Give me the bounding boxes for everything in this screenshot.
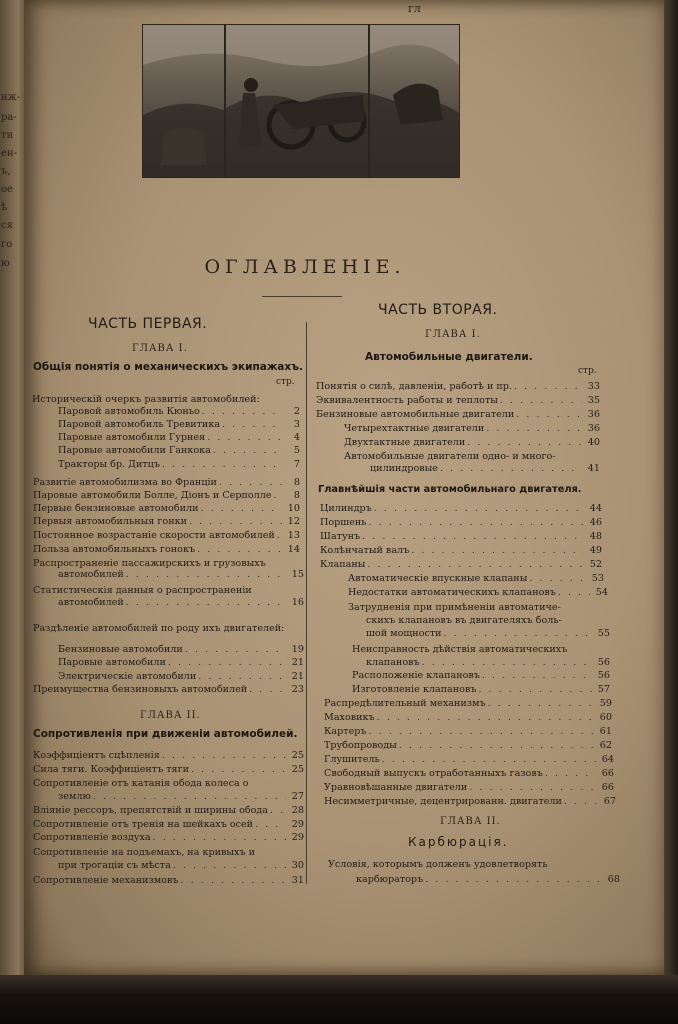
bottom-edge <box>0 975 678 1024</box>
part-one-heading: ЧАСТЬ ПЕРВАЯ. <box>88 316 208 332</box>
toc-entry[interactable]: Недостатки автоматическихъ клапановъ . . . 54 <box>348 586 608 599</box>
toc-entry[interactable]: Паровые автомобили . . . 21 <box>58 656 304 669</box>
toc-entry[interactable]: Паровые автомобили Гурнея . . . 4 <box>58 431 300 444</box>
left-fragment: ъ, <box>1 166 11 177</box>
chapter-label: ГЛАВА II. <box>140 710 201 721</box>
toc-entry[interactable]: клапановъ . . . 56 <box>366 656 610 669</box>
toc-entry[interactable]: Четырехтактные двигатели . . . 36 <box>344 422 600 435</box>
toc-entry[interactable]: шой мощности . . . 55 <box>366 627 610 640</box>
toc-entry-line: Сопротивленіе на подъемахъ, на кривыхъ и <box>33 847 256 858</box>
toc-entry[interactable]: Преимущества бензиновыхъ автомобилей . . . 23 <box>33 683 304 696</box>
toc-entry[interactable]: Развитіе автомобилизма во Франціи . . . 8 <box>33 476 300 489</box>
toc-entry-line: Распространеніе пассажирскихъ и грузовыхъ <box>33 558 266 569</box>
toc-entry[interactable]: Электрическіе автомобили . . . 21 <box>58 670 304 683</box>
toc-entry[interactable]: Автоматическіе впускные клапаны . . . 53 <box>348 572 604 585</box>
toc-entry[interactable]: Коэффиціентъ сцѣпленія . . . 25 <box>33 749 304 762</box>
toc-entry-line: Автомобильные двигатели одно- и много- <box>344 451 556 462</box>
toc-entry[interactable]: Двухтактные двигатели . . . 40 <box>344 436 600 449</box>
toc-entry[interactable]: Уравновѣшанные двигатели . . . 66 <box>324 781 614 794</box>
toc-entry[interactable]: Картеръ . . . 61 <box>324 725 612 738</box>
toc-entry[interactable]: Несимметричные, децентрированн. двигатели . . . 67 <box>324 795 616 808</box>
toc-entry[interactable]: Первые бензиновые автомобили . . . 10 <box>33 502 300 515</box>
toc-entry[interactable]: автомобилей . . . 15 <box>58 568 304 581</box>
toc-entry[interactable]: Паровой автомобиль Кюньо . . . 2 <box>58 405 300 418</box>
toc-entry[interactable]: Поршень . . . 46 <box>320 516 602 529</box>
toc-entry[interactable]: Распредѣлительный механизмъ . . . 59 <box>324 697 612 710</box>
left-fragment: ен- <box>1 148 17 159</box>
chapter-label: ГЛАВА II. <box>440 816 501 827</box>
toc-entry[interactable]: Расположеніе клапановъ . . . 56 <box>352 669 610 682</box>
group-heading: Раздѣленіе автомобилей по роду ихъ двигателей: <box>33 623 285 634</box>
toc-entry[interactable]: Клапаны . . . 52 <box>320 558 602 571</box>
left-fragment: иж- <box>1 92 21 103</box>
toc-entry[interactable]: Паровые автомобили Ганкока . . . 5 <box>58 444 300 457</box>
toc-entry[interactable]: Паровой автомобиль Тревитика . . . 3 <box>58 418 300 431</box>
chapter-label: ГЛАВА I. <box>425 329 481 340</box>
toc-entry[interactable]: Маховикъ . . . 60 <box>324 711 612 724</box>
toc-entry[interactable]: при трогаціи съ мѣста . . . 30 <box>58 859 304 872</box>
left-fragment: ѣ <box>1 202 8 213</box>
left-fragment: ти <box>1 130 14 141</box>
toc-entry[interactable]: Сопротивленіе воздуха . . . 29 <box>33 831 304 844</box>
toc-entry[interactable]: Сопротивленіе механизмовъ . . . 31 <box>33 874 304 887</box>
left-fragment: ю <box>1 258 10 269</box>
toc-entry[interactable]: цилиндровые . . . 41 <box>370 462 600 475</box>
toc-entry[interactable]: Шатунъ . . . 48 <box>320 530 602 543</box>
toc-entry-line: Затрудненія при примѣненіи автоматиче- <box>348 602 561 613</box>
part-two-heading: ЧАСТЬ ВТОРАЯ. <box>378 302 498 318</box>
chapter-label: ГЛАВА I. <box>132 343 188 354</box>
toc-entry[interactable]: Бензиновые автомобильные двигатели . . . 36 <box>316 408 600 421</box>
section-heading: Сопротивленія при движеніи автомобилей. <box>33 728 298 740</box>
toc-entry-line: Сопротивленіе отъ катанія обода колеса о <box>33 778 249 789</box>
toc-entry[interactable]: Сопротивленіе отъ тренія на шейкахъ осей . . . 29 <box>33 818 304 831</box>
left-fragment: ое <box>1 184 13 195</box>
title-rule <box>262 296 342 297</box>
toc-entry[interactable]: Паровые автомобили Болле, Діонъ и Серполле . . . 8 <box>33 489 300 502</box>
section-heading: Автомобильные двигатели. <box>365 351 533 363</box>
toc-entry[interactable]: Колѣнчатый валъ . . . 49 <box>320 544 602 557</box>
toc-entry[interactable]: карбюраторъ . . . 68 <box>356 873 620 886</box>
toc-entry[interactable]: Бензиновые автомобили . . . 19 <box>58 643 304 656</box>
toc-entry[interactable]: Цилиндръ . . . 44 <box>320 502 602 515</box>
toc-entry[interactable]: автомобилей . . . 16 <box>58 596 304 609</box>
toc-entry[interactable]: Вліяніе рессоръ, препятствій и ширины обода . . . 28 <box>33 804 304 817</box>
toc-entry-line: Статистическія данныя о распространеніи <box>33 585 252 596</box>
section-heading: Карбюрація. <box>408 835 509 849</box>
toc-entry-line: скихъ клапановъ въ двигателяхъ боль- <box>366 615 562 626</box>
toc-entry[interactable]: Трубопроводы . . . 62 <box>324 739 612 752</box>
right-edge <box>664 0 678 975</box>
toc-entry[interactable]: Тракторы бр. Дитцъ . . . 7 <box>58 458 300 471</box>
engraving-illustration <box>142 24 460 178</box>
column-divider <box>306 322 307 884</box>
toc-entry-line: Условія, которымъ долженъ удовлетворять <box>328 859 548 870</box>
left-fragment: ра- <box>1 112 17 123</box>
left-fragment: го <box>1 239 13 250</box>
toc-entry[interactable]: Изготовленіе клапановъ . . . 57 <box>352 683 610 696</box>
page-column-label: стр. <box>276 377 295 387</box>
page-column-label: стр. <box>578 366 597 376</box>
toc-entry[interactable]: Глушитель . . . 64 <box>324 753 614 766</box>
section-heading: Общія понятія о механическихъ экипажахъ. <box>33 361 304 373</box>
toc-entry[interactable]: Эквивалентность работы и теплоты . . . 35 <box>316 394 600 407</box>
corner-mark: гл <box>408 2 421 15</box>
toc-entry[interactable]: Польза автомобильныхъ гонокъ . . . 14 <box>33 543 300 556</box>
group-heading: Историческій очеркъ развитія автомобилей: <box>32 394 260 405</box>
toc-entry[interactable]: Свободный выпускъ отработанныхъ газовъ . . . 66 <box>324 767 614 780</box>
toc-entry[interactable]: землю . . . 27 <box>58 790 304 803</box>
left-fragment: ся <box>1 220 13 231</box>
page-title: ОГЛАВЛЕНІЕ. <box>204 256 406 278</box>
toc-entry[interactable]: Понятія о силѣ, давленіи, работѣ и пр. . . . 33 <box>316 380 600 393</box>
toc-entry-line: Неисправность дѣйствія автоматическихъ <box>352 644 568 655</box>
toc-entry[interactable]: Постоянное возрастаніе скорости автомобилей . . . 13 <box>33 529 300 542</box>
toc-entry[interactable]: Первыя автомобильныя гонки . . . 12 <box>33 515 300 528</box>
section-heading: Главнѣйшія части автомобильнаго двигателя. <box>318 484 582 495</box>
toc-entry[interactable]: Сила тяги. Коэффиціентъ тяги . . . 25 <box>33 763 304 776</box>
